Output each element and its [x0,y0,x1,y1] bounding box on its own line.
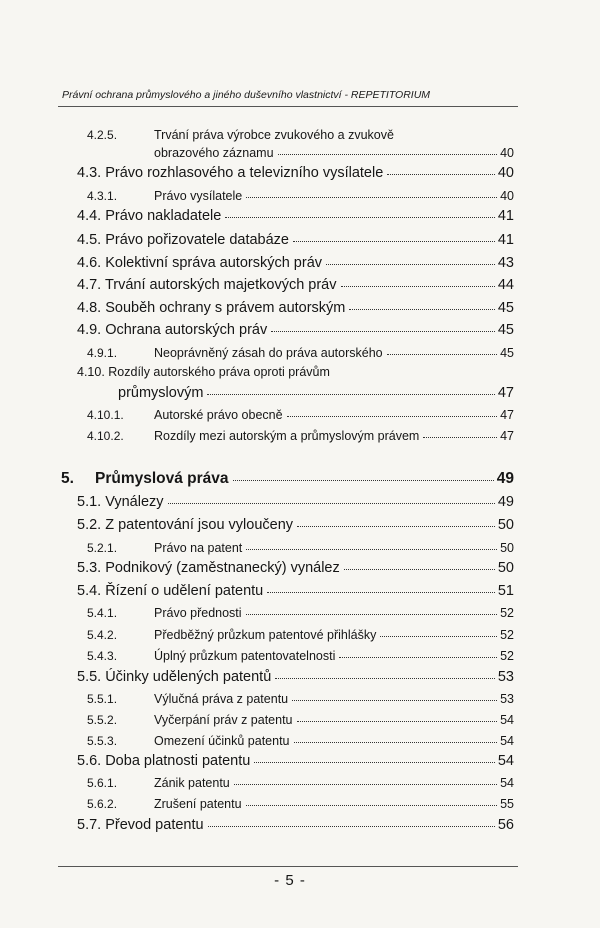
toc-entry-4-10-line1: 4.10. Rozdíly autorského práva oproti právům [77,365,330,379]
toc-entry-4-7[interactable] [77,277,514,293]
toc-entry-5-4-3[interactable] [87,649,514,663]
toc-entry-5-1[interactable] [77,494,514,510]
toc-page-number: 47 [500,408,514,422]
toc-entry-title: 5.2. Z patentování jsou vyloučeny [77,517,294,533]
dot-leader [271,330,495,332]
toc-entry-title-cont: obrazového záznamu [154,146,274,160]
toc-entry-number: 5.4.1. [87,606,118,620]
toc-entry-title: 5.6. Doba platnosti patentu [77,753,251,769]
toc-entry-5-4[interactable] [77,583,514,599]
toc-entry-5-5[interactable] [77,669,514,685]
toc-entry-number: 5.4.2. [87,628,118,642]
toc-page-number: 56 [497,817,514,833]
toc-entry-5-5-3[interactable] [87,734,514,748]
toc-entry-5-5-2[interactable] [87,713,514,727]
toc-entry-title: Rozdíly mezi autorským a průmyslovým právem [154,429,420,443]
toc-entry-title: Právo vysílatele [154,189,243,203]
toc-entry-title: Právo přednosti [154,606,242,620]
toc-entry-number: 5.4.3. [87,649,118,663]
dot-leader [207,393,494,395]
toc-entry-5-4-2[interactable] [87,628,514,642]
dot-leader [344,568,495,570]
dot-leader [297,720,498,722]
toc-entry-number: 5.2.1. [87,541,118,555]
toc-entry-title-cont: průmyslovým [118,385,204,401]
toc-page-number: 45 [497,322,514,338]
toc-entry-5-6-1[interactable] [87,776,514,790]
toc-entry-title: Vyčerpání práv z patentu [154,713,293,727]
dot-leader [246,548,497,550]
toc-page-number: 52 [500,649,514,663]
toc-entry-title: 5.7. Převod patentu [77,817,204,833]
toc-entry-5-2-1[interactable] [87,541,514,555]
toc-entry-4-3[interactable] [77,165,514,181]
dot-leader [349,308,494,310]
toc-entry-title: Zánik patentu [154,776,230,790]
toc-chapter-5[interactable] [61,470,514,488]
dot-leader [387,173,495,175]
toc-entry-number: 5.6.1. [87,776,118,790]
toc-page-number: 51 [497,583,514,599]
toc-entry-title: Úplný průzkum patentovatelnosti [154,649,336,663]
toc-page-number: 49 [497,494,514,510]
toc-entry-number: 5.5.3. [87,734,118,748]
toc-entry-number: 4.10.2. [87,429,124,443]
dot-leader [387,353,497,355]
toc-entry-4-3-1[interactable] [87,189,514,203]
dot-leader [254,761,495,763]
toc-page-number: 49 [496,470,514,487]
dot-leader [233,479,494,481]
toc-page-number: 47 [497,385,514,401]
toc-entry-title: Trvání práva výrobce zvukového a zvukově [154,128,394,142]
toc-entry-number: 4.3.1. [87,189,118,203]
dot-leader [292,699,497,701]
toc-page-number: 50 [497,517,514,533]
toc-entry-title: 5.3. Podnikový (zaměstnanecký) vynález [77,560,340,576]
toc-page-number: 40 [500,189,514,203]
header-rule [58,106,518,107]
toc-page-number: 55 [500,797,514,811]
toc-entry-number: 4.10.1. [87,408,124,422]
toc-entry-5-4-1[interactable] [87,606,514,620]
toc-page-number: 50 [497,560,514,576]
page-number: - 5 - [274,872,306,889]
toc-entry-number: 4.2.5. [87,128,118,142]
toc-page-number: 43 [497,255,514,271]
toc-entry-title: 4.7. Trvání autorských majetkových práv [77,277,337,293]
toc-page-number: 50 [500,541,514,555]
toc-entry-5-2[interactable] [77,517,514,533]
toc-entry-4-10[interactable] [118,385,514,401]
toc-page-number: 52 [500,628,514,642]
toc-entry-4-4[interactable] [77,208,514,224]
dot-leader [168,502,495,504]
toc-entry-4-6[interactable] [77,255,514,271]
toc-entry-number: 5.6.2. [87,797,118,811]
toc-entry-4-5[interactable] [77,232,514,248]
toc-page-number: 53 [500,692,514,706]
toc-page-number: 41 [497,208,514,224]
toc-page-number: 44 [497,277,514,293]
toc-entry-number: 5.5.1. [87,692,118,706]
toc-page-number: 54 [500,713,514,727]
toc-page-number: 45 [500,346,514,360]
toc-entry-title: 5.5. Účinky udělených patentů [77,669,272,685]
toc-entry-title: 4.9. Ochrana autorských práv [77,322,268,338]
footer-rule [58,866,518,867]
toc-entry-4-9[interactable] [77,322,514,338]
toc-entry-number: 4.9.1. [87,346,118,360]
toc-page-number: 40 [500,146,514,160]
dot-leader [234,783,497,785]
toc-entry-title: 4.5. Právo pořizovatele databáze [77,232,289,248]
dot-leader [225,216,495,218]
toc-chapter-title: Průmyslová práva [95,470,229,487]
toc-page-number: 47 [500,429,514,443]
dot-leader [326,263,495,265]
toc-entry-title: Zrušení patentu [154,797,242,811]
toc-page-number: 54 [500,776,514,790]
toc-chapter-number: 5. [61,470,74,487]
toc-entry-number: 5.5.2. [87,713,118,727]
toc-entry-5-6-2[interactable] [87,797,514,811]
running-header: Právní ochrana průmyslového a jiného duševního vlastnictví - REPETITORIUM [62,89,431,101]
dot-leader [294,741,498,743]
toc-entry-4-10-2[interactable] [87,429,514,443]
toc-entry-4-2-5[interactable] [154,146,514,160]
toc-entry-title: 4.8. Souběh ochrany s právem autorským [77,300,346,316]
dot-leader [380,635,497,637]
dot-leader [341,285,495,287]
toc-entry-4-8[interactable] [77,300,514,316]
toc-entry-4-2-5-line1 [87,128,394,142]
toc-entry-5-5-1[interactable] [87,692,514,706]
toc-entry-4-10-1[interactable] [87,408,514,422]
toc-entry-title: 4.6. Kolektivní správa autorských práv [77,255,323,271]
toc-page-number: 41 [497,232,514,248]
dot-leader [246,804,498,806]
toc-page-number: 54 [497,753,514,769]
dot-leader [267,591,495,593]
toc-entry-title: 4.4. Právo nakladatele [77,208,222,224]
toc-entry-title: 5.4. Řízení o udělení patentu [77,583,264,599]
toc-entry-title: Autorské právo obecně [154,408,283,422]
dot-leader [278,153,498,155]
toc-page-number: 52 [500,606,514,620]
dot-leader [293,240,495,242]
toc-page-number: 40 [497,165,514,181]
dot-leader [246,196,497,198]
dot-leader [208,825,495,827]
dot-leader [297,525,495,527]
toc-entry-4-9-1[interactable] [87,346,514,360]
toc-entry-title: Omezení účinků patentu [154,734,290,748]
toc-page-number: 53 [497,669,514,685]
toc-entry-title: Neoprávněný zásah do práva autorského [154,346,383,360]
dot-leader [246,613,498,615]
dot-leader [339,656,497,658]
dot-leader [423,436,497,438]
toc-entry-title: 4.3. Právo rozhlasového a televizního vysílatele [77,165,384,181]
dot-leader [275,677,495,679]
toc-page-number: 54 [500,734,514,748]
toc-page-number: 45 [497,300,514,316]
toc-entry-title: Výlučná práva z patentu [154,692,289,706]
dot-leader [287,415,498,417]
toc-entry-title: Právo na patent [154,541,243,555]
toc-entry-5-3[interactable] [77,560,514,576]
toc-entry-5-7[interactable] [77,817,514,833]
toc-entry-5-6[interactable] [77,753,514,769]
toc-entry-title: 5.1. Vynálezy [77,494,164,510]
toc-entry-title: Předběžný průzkum patentové přihlášky [154,628,377,642]
